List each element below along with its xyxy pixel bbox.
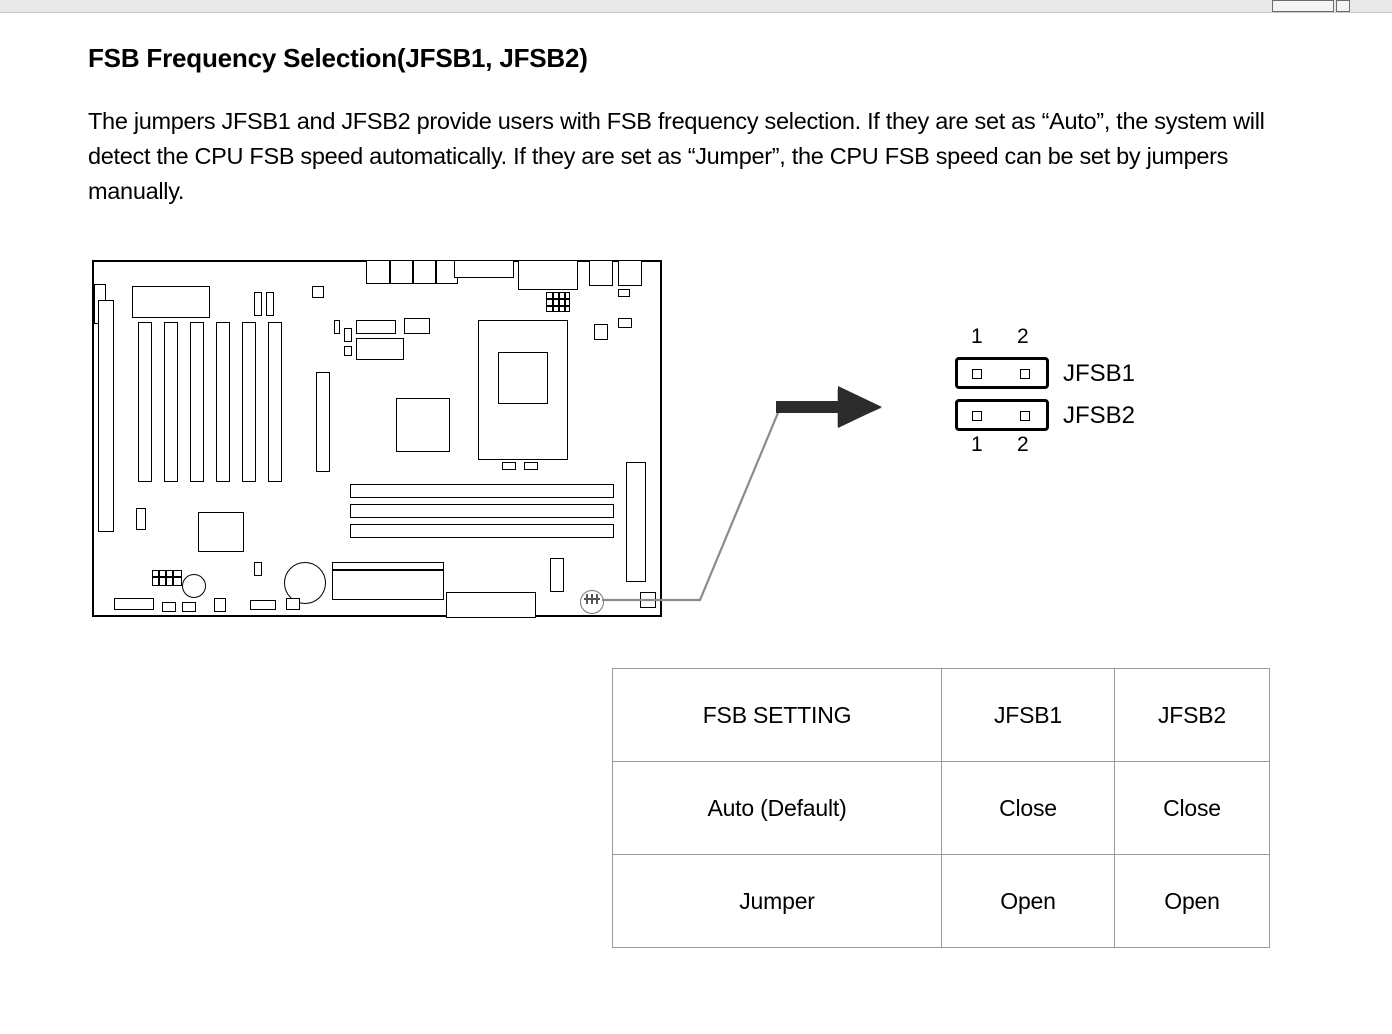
jumper-jfsb2[interactable]	[955, 399, 1049, 431]
board-part	[344, 346, 352, 356]
window-chrome-strip	[0, 0, 1392, 13]
board-part	[618, 318, 632, 328]
board-part	[389, 260, 391, 284]
board-part	[502, 462, 516, 470]
jfsb1-pin-1	[972, 369, 982, 379]
board-part	[550, 558, 564, 592]
table-cell-jfsb1: Close	[942, 762, 1115, 855]
floppy-connector	[446, 592, 536, 618]
expansion-slot	[164, 322, 178, 482]
fsb-setting-table	[612, 668, 1270, 948]
board-part	[618, 289, 630, 297]
board-part	[412, 260, 414, 284]
memory-slot	[350, 484, 614, 498]
board-part	[454, 260, 514, 278]
table-row	[613, 855, 1270, 948]
board-part	[214, 598, 226, 612]
board-part	[254, 292, 262, 316]
jfsb2-pin-2	[1020, 411, 1030, 421]
board-part	[182, 574, 206, 598]
table-cell-jfsb2: Open	[1115, 855, 1270, 948]
cpu-socket-inner	[498, 352, 548, 404]
board-part	[524, 462, 538, 470]
pin-header	[152, 576, 182, 578]
table-cell-jfsb2: Close	[1115, 762, 1270, 855]
memory-slot	[350, 524, 614, 538]
callout-arrow	[580, 370, 910, 610]
window-control-box-small[interactable]	[1336, 0, 1350, 12]
board-part	[250, 600, 276, 610]
expansion-slot	[242, 322, 256, 482]
board-part	[136, 508, 146, 530]
board-part	[618, 260, 642, 286]
board-part	[564, 292, 566, 312]
board-part	[356, 320, 396, 334]
table-header-row	[613, 669, 1270, 762]
jfsb2-pin-1	[972, 411, 982, 421]
expansion-slot	[138, 322, 152, 482]
board-part	[162, 602, 176, 612]
board-part	[435, 260, 437, 284]
table-header-jfsb1: JFSB1	[942, 669, 1115, 762]
jumper-diagram	[955, 325, 1215, 480]
pin-header	[158, 570, 160, 586]
table-cell-jfsb1: Open	[942, 855, 1115, 948]
expansion-slot	[316, 372, 330, 472]
board-part	[182, 602, 196, 612]
chipset	[396, 398, 450, 452]
body-paragraph: The jumpers JFSB1 and JFSB2 provide users with FSB frequency selection. If they are set as “Auto”, the system will detect the CPU FSB speed automatically. If they are set as “Jumper”, the CPU FSB speed can be set by jumpers manually.	[88, 107, 1265, 204]
board-part	[552, 292, 554, 312]
jumper-jfsb1-label: JFSB1	[1063, 360, 1136, 387]
jumper-top-pin-2-number: 2	[1017, 325, 1029, 348]
motherboard-diagram	[92, 260, 662, 617]
board-part	[114, 598, 154, 610]
table-row	[613, 762, 1270, 855]
pin-header	[165, 570, 167, 586]
board-part	[286, 598, 300, 610]
board-part	[254, 562, 262, 576]
board-part	[518, 260, 578, 290]
table-cell-setting: Jumper	[613, 855, 942, 948]
board-part	[266, 292, 274, 316]
board-part	[558, 292, 560, 312]
jfsb1-pin-2	[1020, 369, 1030, 379]
table-header-fsb-setting: FSB SETTING	[613, 669, 942, 762]
window-control-box[interactable]	[1272, 0, 1334, 12]
jumper-top-pin-1-number: 1	[971, 325, 983, 348]
ide-connector	[332, 570, 444, 600]
table-header-jfsb2: JFSB2	[1115, 669, 1270, 762]
ide-connector	[332, 562, 444, 570]
jumper-bottom-pin-2-number: 2	[1017, 433, 1029, 456]
board-part	[312, 286, 324, 298]
expansion-slot	[98, 300, 114, 532]
page-title: FSB Frequency Selection(JFSB1, JFSB2)	[88, 43, 588, 74]
pin-header	[152, 570, 182, 586]
board-part	[132, 286, 210, 318]
expansion-slot	[216, 322, 230, 482]
table-cell-setting: Auto (Default)	[613, 762, 942, 855]
board-part	[344, 328, 352, 342]
jumper-bottom-pin-1-number: 1	[971, 433, 983, 456]
expansion-slot	[268, 322, 282, 482]
expansion-slot	[190, 322, 204, 482]
board-part	[356, 338, 404, 360]
jumper-jfsb2-label: JFSB2	[1063, 402, 1136, 429]
board-part	[334, 320, 340, 334]
board-part	[404, 318, 430, 334]
chipset	[198, 512, 244, 552]
memory-slot	[350, 504, 614, 518]
jumper-jfsb1[interactable]	[955, 357, 1049, 389]
pin-header	[172, 570, 174, 586]
board-part	[589, 260, 613, 286]
board-part	[594, 324, 608, 340]
